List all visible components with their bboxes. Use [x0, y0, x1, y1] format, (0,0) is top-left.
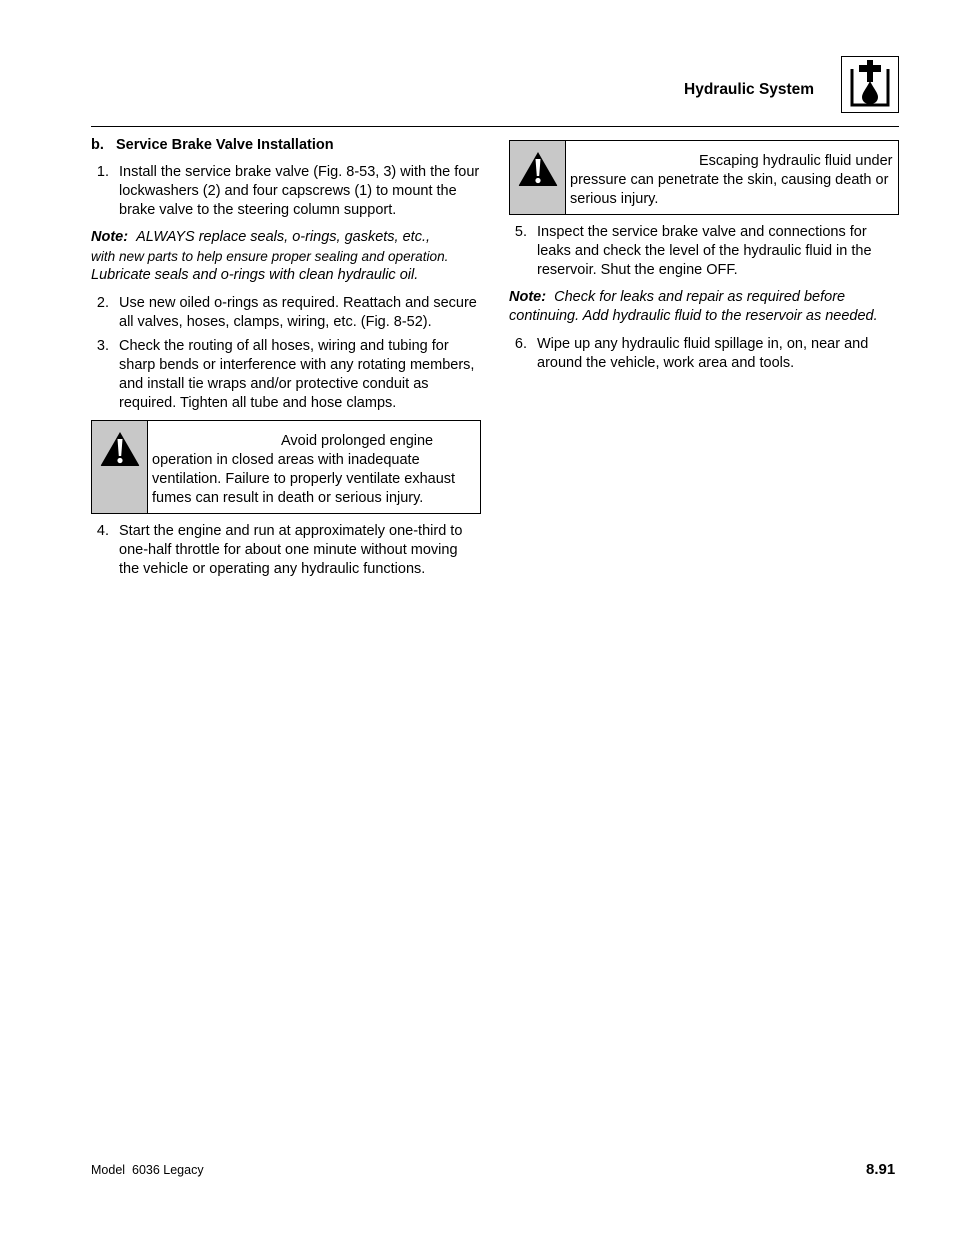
warning-body: under pressure can penetrate the skin, causing death or serious injury.	[570, 153, 893, 207]
warning-icon	[518, 151, 558, 187]
step-5	[509, 223, 899, 280]
right-column	[509, 140, 899, 378]
warning-box-exhaust	[91, 420, 481, 514]
step-number: 2.	[96, 295, 109, 311]
header-divider	[91, 126, 899, 127]
step-text: Inspect the service brake valve and connections for leaks and check the level of the hydraulic fluid in the reservoir. Shut the engine OFF.	[537, 224, 872, 278]
step-number: 6.	[514, 336, 527, 352]
step-number: 5.	[514, 224, 527, 240]
hydraulic-reservoir-icon	[841, 56, 899, 113]
step-text: Start the engine and run at approximately one-third to one-half throttle for about one minute without moving the vehicle or operating any hydraulic functions.	[119, 523, 463, 577]
step-number: 4.	[96, 523, 109, 539]
note-label: Note:	[509, 289, 547, 305]
step-3	[91, 337, 481, 413]
warning-text	[148, 421, 480, 513]
warning-lead: Avoid prolonged engine	[281, 433, 434, 449]
step-1	[91, 163, 481, 220]
warning-icon-cell	[92, 421, 148, 513]
page-number: 8.91	[866, 1161, 896, 1178]
page-header-title: Hydraulic System	[684, 81, 815, 98]
step-number: 1.	[96, 164, 109, 180]
step-number: 3.	[96, 338, 109, 354]
warning-icon-cell	[510, 141, 566, 214]
note-text: with new parts to help ensure proper sealing and operation.	[91, 249, 449, 264]
note-text: Check for leaks and repair as required before continuing. Add hydraulic fluid to the reservoir as needed.	[509, 289, 878, 324]
note-label: Note:	[91, 229, 129, 245]
step-4	[91, 522, 481, 579]
section-heading: b. Service Brake Valve Installation	[91, 137, 334, 153]
note-2	[509, 288, 899, 326]
warning-text	[566, 141, 898, 214]
note-text: Lubricate seals and o-rings with clean hydraulic oil.	[91, 267, 419, 283]
step-6	[509, 335, 899, 373]
left-column	[91, 136, 481, 584]
note-1	[91, 228, 481, 285]
warning-box-hydraulic	[509, 140, 899, 215]
warning-icon	[100, 431, 140, 467]
step-text: Check the routing of all hoses, wiring and tubing for sharp bends or interference with any rotating members, and install tie wraps and/or protective conduit as required. Tighten all tube and hose clamps.	[119, 338, 475, 411]
footer-model: Model 6036 Legacy	[91, 1163, 204, 1177]
warning-body: operation in closed areas with inadequate ventilation. Failure to properly ventilate exhaust fumes can result in death or serious injury.	[152, 452, 456, 506]
step-text: Wipe up any hydraulic fluid spillage in, on, near and around the vehicle, work area and tools.	[537, 336, 869, 371]
warning-lead: Escaping hydraulic fluid	[699, 153, 852, 169]
step-2	[91, 294, 481, 332]
step-text: Use new oiled o-rings as required. Reattach and secure all valves, hoses, clamps, wiring, etc. (Fig. 8-52).	[119, 295, 477, 330]
step-text: Install the service brake valve (Fig. 8-53, 3) with the four lockwashers (2) and four capscrews (1) to mount the brake valve to the steering column support.	[119, 164, 480, 218]
note-text: ALWAYS replace seals, o-rings, gaskets, etc.,	[136, 229, 431, 245]
